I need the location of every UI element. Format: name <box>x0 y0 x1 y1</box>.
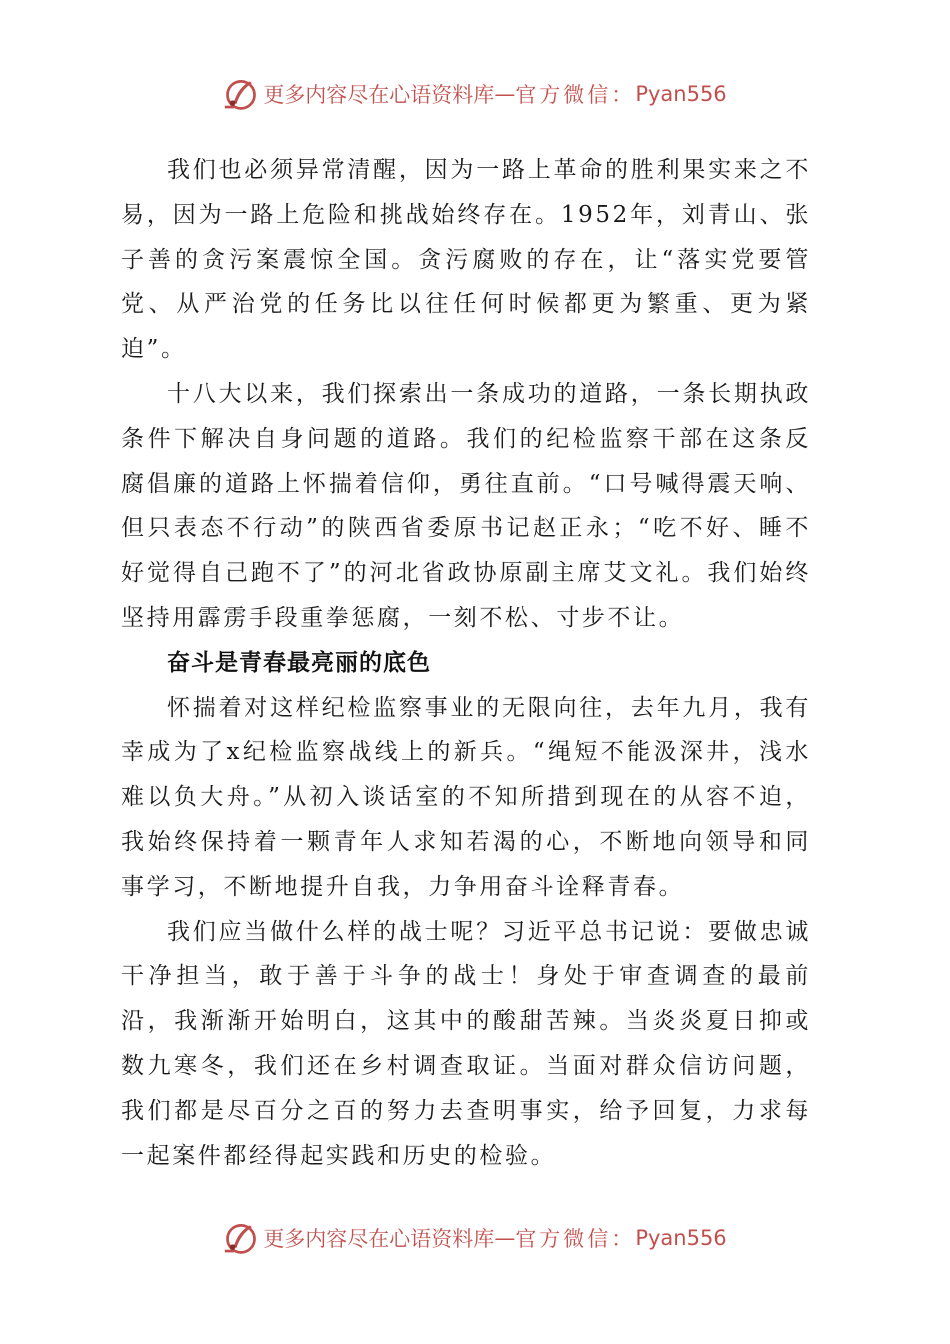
header-wechat-label: 官方微信： <box>515 83 636 107</box>
header-banner-text: 更多内容尽在心语资料库 <box>263 83 495 107</box>
body-paragraph-2: 十八大以来，我们探索出一条成功的道路，一条长期执政条件下解决自身问题的道路。我们的纪检监察干部在这条反腐倡廉的道路上怀揣着信仰，勇往直前。“口号喊得震天响、但只表态不行动”的陕西省委原书记赵正永；“吃不好、睡不好觉得自己跑不了”的河北省政协原副主席艾文礼。我们始终坚持用霹雳手段重拳惩腐，一刻不松、寸步不让。 <box>121 380 811 631</box>
header-wechat-id: Pyan556 <box>635 82 727 106</box>
quill-pen-logo-icon <box>223 1220 259 1256</box>
footer-wechat-id: Pyan556 <box>635 1226 727 1250</box>
footer-banner <box>0 1216 950 1260</box>
header-banner-dash: — <box>494 82 516 106</box>
header-banner <box>0 72 950 116</box>
body-paragraph-3: 怀揣着对这样纪检监察事业的无限向往，去年九月，我有幸成为了x纪检监察战线上的新兵。“绳短不能汲深井，浅水难以负大舟。”从初入谈话室的不知所措到现在的从容不迫，我始终保持着一颗青年人求知若渴的心，不断地向领导和同事学习，不断地提升自我，力争用奋斗诠释青春。 <box>121 694 811 900</box>
body-paragraph-1: 我们也必须异常清醒，因为一路上革命的胜利果实来之不易，因为一路上危险和挑战始终存在。1952年，刘青山、张子善的贪污案震惊全国。贪污腐败的存在，让“落实党要管党、从严治党的任务比以往任何时候都更为繁重、更为紧迫”。 <box>121 157 811 363</box>
body-paragraph-4: 我们应当做什么样的战士呢？习近平总书记说：要做忠诚干净担当，敢于善于斗争的战士！身处于审查调查的最前沿，我渐渐开始明白，这其中的酸甜苦辣。当炎炎夏日抑或数九寒冬，我们还在乡村调查取证。当面对群众信访问题，我们都是尽百分之百的努力去查明事实，给予回复，力求每一起案件都经得起实践和历史的检验。 <box>121 918 811 1169</box>
document-body <box>121 148 811 1178</box>
footer-wechat-label: 官方微信： <box>515 1227 636 1251</box>
section-heading: 奋斗是青春最亮丽的底色 <box>167 648 431 676</box>
quill-pen-logo-icon <box>223 76 259 112</box>
footer-banner-dash: — <box>494 1226 516 1250</box>
footer-banner-text: 更多内容尽在心语资料库 <box>263 1227 495 1251</box>
